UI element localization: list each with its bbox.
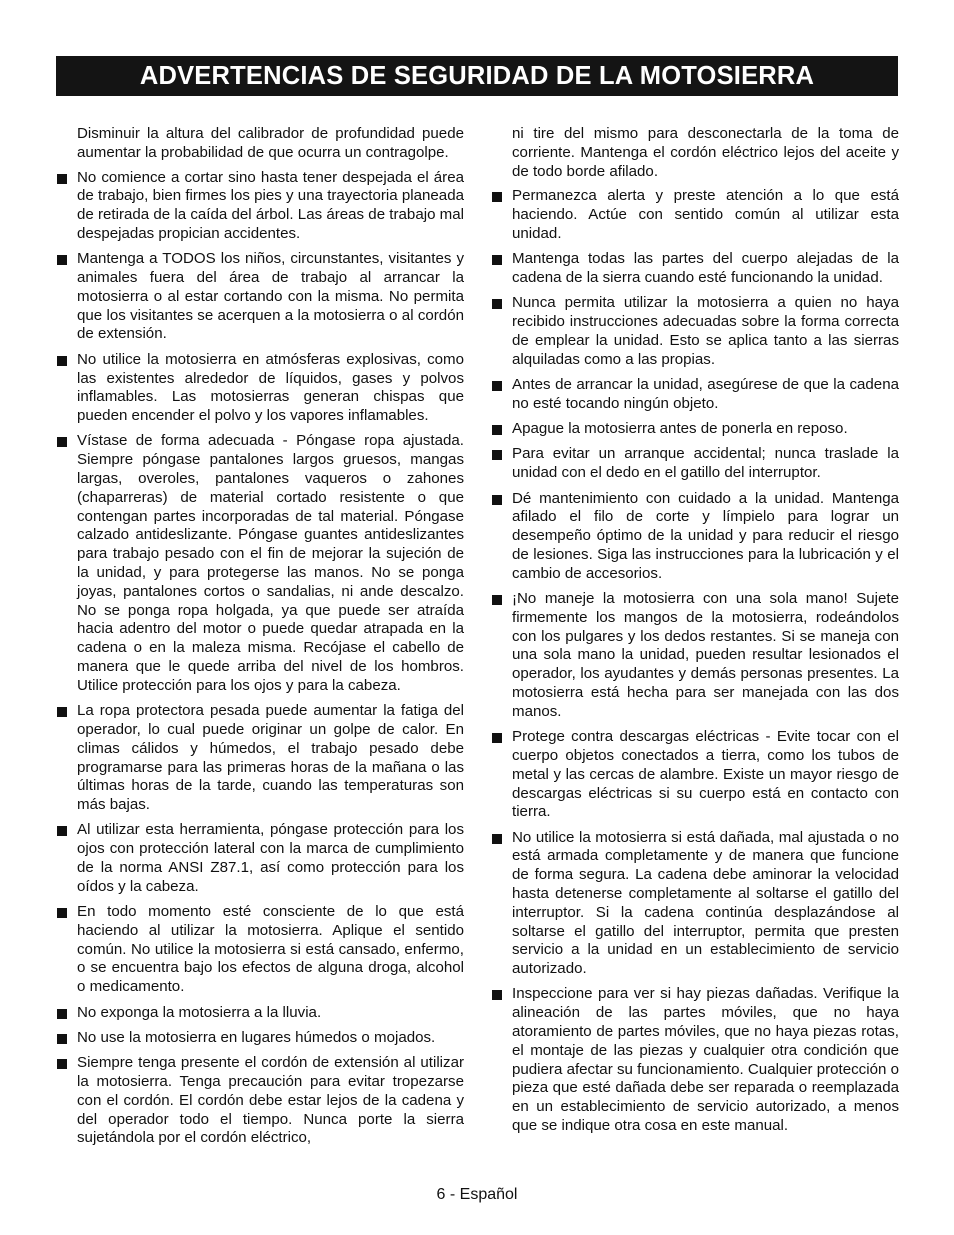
page-footer bbox=[0, 1186, 954, 1204]
section-title-banner bbox=[56, 56, 898, 96]
bullet-square-icon bbox=[492, 255, 502, 265]
list-item-text: Mantenga todas las partes del cuerpo alejadas de la cadena de la sierra cuando esté funcionando la unidad. bbox=[512, 250, 899, 287]
list-item-text: Mantenga a TODOS los niños, circunstantes, visitantes y animales fuera del área de trabajo al arrancar la motosierra o al estar cortando con la misma. No permita que los visitantes se acerquen a la motosierra o al cordón de extensión. bbox=[77, 250, 464, 343]
continued-paragraph: Disminuir la altura del calibrador de profundidad puede aumentar la probabilidad de que ocurra un contragolpe. bbox=[77, 125, 464, 161]
right-column bbox=[491, 125, 899, 1142]
list-item bbox=[56, 1054, 464, 1148]
list-item bbox=[56, 250, 464, 344]
list-item bbox=[491, 376, 899, 414]
bullet-square-icon bbox=[492, 495, 502, 505]
list-item bbox=[56, 1029, 464, 1048]
list-item bbox=[56, 1004, 464, 1023]
bullet-square-icon bbox=[57, 1034, 67, 1044]
list-item bbox=[491, 490, 899, 584]
list-item bbox=[491, 985, 899, 1135]
continued-paragraph: ni tire del mismo para desconectarla de la toma de corriente. Mantenga el cordón eléctrico lejos del aceite y de todo borde afilado. bbox=[512, 125, 899, 180]
bullet-square-icon bbox=[492, 733, 502, 743]
bullet-square-icon bbox=[492, 425, 502, 435]
list-item-text: Protege contra descargas eléctricas - Evite tocar con el cuerpo objetos conectados a tierra, como los tubos de metal y las cercas de alambre. Existe un mayor riesgo de descargas eléctricas si su cuerpo está en contacto con tierra. bbox=[512, 728, 899, 821]
bullet-square-icon bbox=[57, 1009, 67, 1019]
list-item-text: ¡No maneje la motosierra con una sola mano! Sujete firmemente los mangos de la motosierra, rodeándolos con los pulgares y los dedos restantes. Si se maneja con una sola mano la unidad, pueden resultar lesionados el operador, los ayudantes y demás personas presentes. La motosierra está hecha para ser manejada con las dos manos. bbox=[512, 590, 899, 720]
list-item bbox=[491, 294, 899, 369]
list-item-text: No utilice la motosierra en atmósferas explosivas, como las existentes alrededor de líquidos, gases y polvos inflamables. Las motosierras generan chispas que pueden encender el polvo y los vapores inflamables. bbox=[77, 350, 464, 425]
bullet-square-icon bbox=[57, 255, 67, 265]
bullet-square-icon bbox=[57, 437, 67, 447]
list-item-text: Nunca permita utilizar la motosierra a quien no haya recibido instrucciones adecuadas sobre la forma correcta de emplear la unidad. Esto se aplica tanto a las sierras alquiladas como a las propias. bbox=[512, 294, 899, 368]
list-item-text: Antes de arrancar la unidad, asegúrese de que la cadena no esté tocando ningún objeto. bbox=[512, 376, 899, 412]
page-number: 6 - Español bbox=[436, 1186, 518, 1203]
list-item-text: En todo momento esté consciente de lo que está haciendo al utilizar la motosierra. Aplique el sentido común. No utilice la motosierra si está cansado, enfermo, o se encuentra bajo los efectos de alguna droga, alcohol o medicamento. bbox=[77, 903, 464, 996]
list-item-text: Apague la motosierra antes de ponerla en reposo. bbox=[512, 420, 848, 438]
bullet-square-icon bbox=[492, 595, 502, 605]
bullet-square-icon bbox=[492, 834, 502, 844]
list-item-text: Siempre tenga presente el cordón de extensión al utilizar la motosierra. Tenga precaución para evitar tropezarse con el cordón. El cordón debe estar lejos de la cadena y del operador todo el tiempo. Nunca porte la sierra sujetándola por el cordón eléctrico, bbox=[77, 1054, 464, 1147]
list-item bbox=[56, 702, 464, 815]
list-item-text: No exponga la motosierra a la lluvia. bbox=[77, 1003, 322, 1021]
bullet-square-icon bbox=[57, 174, 67, 184]
list-item-text: No utilice la motosierra si está dañada, mal ajustada o no está armada completamente y de manera que funcione de forma segura. La cadena debe aminorar la velocidad hasta detenerse completamente al soltarse el gatillo del interruptor. Si la cadena continúa desplazándose al soltarse el gatillo del interruptor, permita que presten servicio a la unidad en un establecimiento de servicio autorizado. bbox=[512, 828, 899, 978]
list-item bbox=[491, 420, 899, 439]
bullet-square-icon bbox=[57, 908, 67, 918]
list-item-text: Al utilizar esta herramienta, póngase protección para los ojos con protección lateral con la marca de cumplimiento de la norma ANSI Z87.1, así como protección para los oídos y la cabeza. bbox=[77, 821, 464, 895]
left-column bbox=[56, 125, 464, 1155]
list-item bbox=[491, 590, 899, 722]
list-item bbox=[56, 821, 464, 896]
list-item-text: No use la motosierra en lugares húmedos o mojados. bbox=[77, 1028, 436, 1046]
section-title: ADVERTENCIAS DE SEGURIDAD DE LA MOTOSIERRA bbox=[139, 61, 815, 90]
list-item bbox=[491, 728, 899, 822]
bullet-square-icon bbox=[492, 299, 502, 309]
list-item bbox=[491, 445, 899, 483]
list-item-text: Inspeccione para ver si hay piezas dañadas. Verifique la alineación de las partes móviles, que no haya atoramiento de partes móviles, que no haya piezas rotas, el montaje de las piezas y cualquier otra condición que pudiera afectar su funcionamiento. Cualquier protección o pieza que esté dañada debe ser reparada o reemplazada en un establecimiento de servicio autorizado, a menos que se indique otra cosa en este manual. bbox=[512, 985, 899, 1135]
bullet-square-icon bbox=[57, 356, 67, 366]
list-item-text: La ropa protectora pesada puede aumentar la fatiga del operador, lo cual puede originar un golpe de calor. En climas cálidos y húmedos, el trabajo pesado debe programarse para las primeras horas de la mañana o las últimas horas de la tarde, cuando las temperaturas son más bajas. bbox=[77, 702, 464, 814]
list-item-text: Dé mantenimiento con cuidado a la unidad. Mantenga afilado el filo de corte y límpielo para lograr un desempeño óptimo de la unidad y para reducir el riesgo de lesiones. Siga las instrucciones para la lubricación y el cambio de accesorios. bbox=[512, 489, 899, 582]
list-item-text: Vístase de forma adecuada - Póngase ropa ajustada. Siempre póngase pantalones largos gruesos, mangas largas, overoles, pantalones vaqueros o zahones (chaparreras) de material cortado resistente o que contengan partes incorporadas de tal material. Póngase calzado antideslizante. Póngase guantes antideslizantes para trabajo pesado con el fin de mejorar la sujeción de la unidad, y para protegerse las manos. No se ponga joyas, pantalones cortos o sandalias, ni ande descalzo. No se ponga ropa holgada, ya que puede ser atraída hacia adentro del motor o puede quedar atrapada en la cadena o en la maleza misma. Recójase el cabello de manera que le quede arriba del nivel de los hombros. Utilice protección para los ojos y para la cabeza. bbox=[77, 432, 464, 694]
bullet-square-icon bbox=[57, 1059, 67, 1069]
bullet-square-icon bbox=[492, 381, 502, 391]
list-item bbox=[491, 829, 899, 979]
bullet-square-icon bbox=[492, 192, 502, 202]
list-item bbox=[56, 432, 464, 695]
list-item bbox=[491, 187, 899, 243]
list-item bbox=[491, 250, 899, 288]
bullet-square-icon bbox=[492, 990, 502, 1000]
list-item bbox=[56, 169, 464, 244]
bullet-square-icon bbox=[57, 707, 67, 717]
list-item bbox=[56, 351, 464, 426]
list-item bbox=[56, 903, 464, 997]
bullet-square-icon bbox=[57, 826, 67, 836]
list-item-text: No comience a cortar sino hasta tener despejada el área de trabajo, bien firmes los pies y una trayectoria planeada de retirada de la caída del árbol. Las áreas de trabajo mal despejadas propician accidentes. bbox=[77, 168, 464, 242]
list-item-text: Permanezca alerta y preste atención a lo que está haciendo. Actúe con sentido común al utilizar esta unidad. bbox=[512, 187, 899, 242]
list-item-text: Para evitar un arranque accidental; nunca traslade la unidad con el dedo en el gatillo del interruptor. bbox=[512, 445, 899, 482]
bullet-square-icon bbox=[492, 450, 502, 460]
